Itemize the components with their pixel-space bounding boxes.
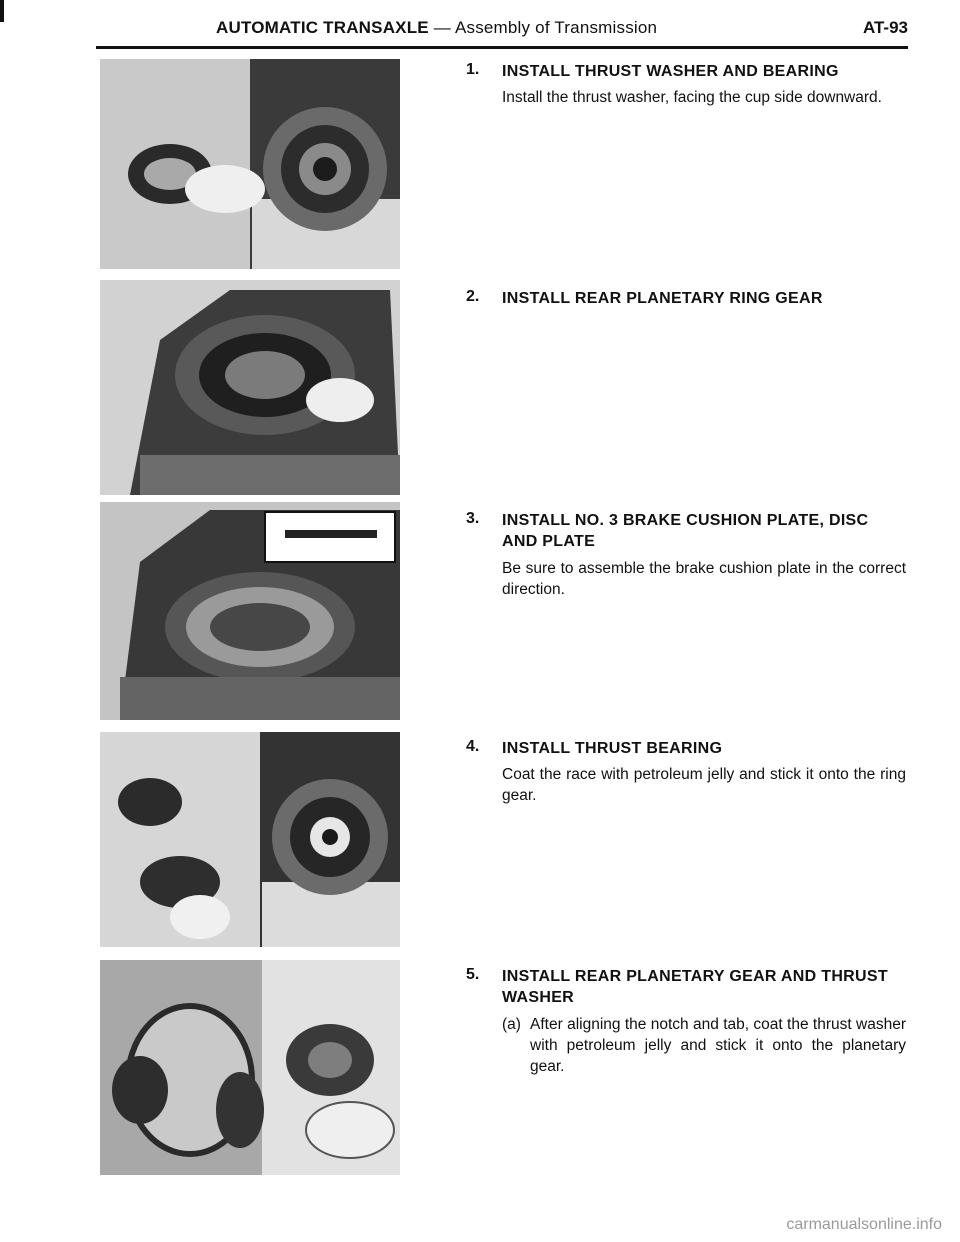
header-title-main: AUTOMATIC TRANSAXLE bbox=[216, 18, 429, 37]
step-5-sub-body: After aligning the notch and tab, coat the thrust washer with petroleum jelly and stick it onto the planetary gear. bbox=[530, 1016, 906, 1075]
page-corner-mark bbox=[0, 0, 4, 22]
step-3-number: 3. bbox=[466, 510, 480, 527]
step-2-number: 2. bbox=[466, 288, 480, 305]
step-3-photo bbox=[100, 502, 400, 720]
step-1-title: INSTALL THRUST WASHER AND BEARING bbox=[502, 63, 839, 80]
step-2-title: INSTALL REAR PLANETARY RING GEAR bbox=[502, 290, 823, 307]
watermark: carmanualsonline.info bbox=[786, 1216, 942, 1233]
step-4-number: 4. bbox=[466, 738, 480, 755]
step-3-body: Be sure to assemble the brake cushion plate in the correct direction. bbox=[502, 560, 906, 598]
page-header bbox=[96, 12, 908, 42]
step-5-sub-label: (a) bbox=[502, 1016, 521, 1033]
header-title-subtitle: — Assembly of Transmission bbox=[428, 18, 658, 37]
header-rule bbox=[96, 46, 908, 49]
step-5-title: INSTALL REAR PLANETARY GEAR AND THRUST WASHER bbox=[502, 968, 888, 1006]
step-4-photo bbox=[100, 732, 400, 947]
step-3-title: INSTALL NO. 3 BRAKE CUSHION PLATE, DISC AND PLATE bbox=[502, 512, 869, 550]
step-4-title: INSTALL THRUST BEARING bbox=[502, 740, 723, 757]
step-1-photo bbox=[100, 59, 400, 269]
header-title bbox=[216, 18, 657, 38]
step-1-number: 1. bbox=[466, 61, 480, 78]
step-4-body: Coat the race with petroleum jelly and stick it onto the ring gear. bbox=[502, 766, 906, 804]
step-2-photo bbox=[100, 280, 400, 495]
page-number: AT-93 bbox=[862, 18, 908, 37]
step-1-body: Install the thrust washer, facing the cup side downward. bbox=[502, 89, 882, 106]
step-5-number: 5. bbox=[466, 966, 480, 983]
step-5-photo bbox=[100, 960, 400, 1175]
